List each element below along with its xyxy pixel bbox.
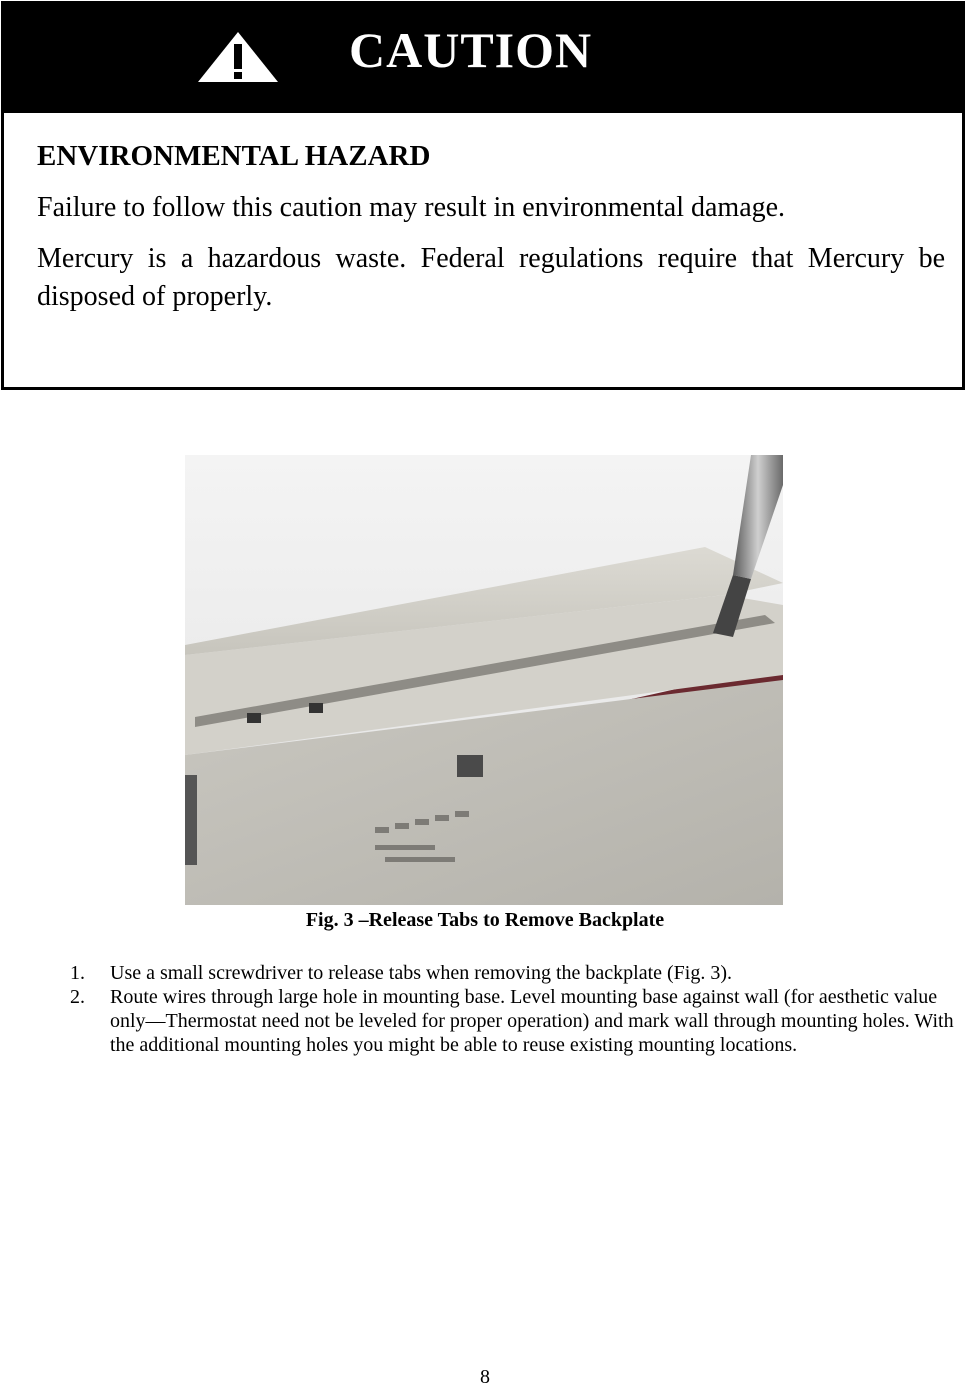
figure-caption: Fig. 3 –Release Tabs to Remove Backplate	[305, 909, 665, 931]
list-item	[70, 961, 965, 985]
hazard-warning-text: Failure to follow this caution may result in environmental damage.	[37, 192, 786, 223]
list-item-text: Route wires through large hole in mounting base. Level mounting base against wall (for aesthetic value only—Thermostat need not be leveled for proper operation) and mark wall through mounting holes. With the additional mounting holes you might be able to reuse existing mounting locations.	[110, 986, 954, 1056]
list-item-text: Use a small screwdriver to release tabs when removing the backplate (Fig. 3).	[110, 962, 733, 984]
caution-title: CAUTION	[349, 22, 593, 78]
warning-triangle-icon	[196, 30, 280, 84]
list-item-number: 2.	[70, 986, 85, 1008]
hazard-title: ENVIRONMENTAL HAZARD	[37, 140, 431, 172]
thermostat-photo	[185, 455, 783, 905]
instruction-list	[70, 961, 965, 1057]
caution-box	[1, 1, 965, 390]
caution-header	[4, 4, 962, 113]
list-item	[70, 985, 965, 1057]
page-number: 8	[480, 1366, 490, 1388]
hazard-detail-text: Mercury is a hazardous waste. Federal regulations require that Mercury be disposed of properly.	[37, 243, 945, 312]
list-item-number: 1.	[70, 962, 85, 984]
